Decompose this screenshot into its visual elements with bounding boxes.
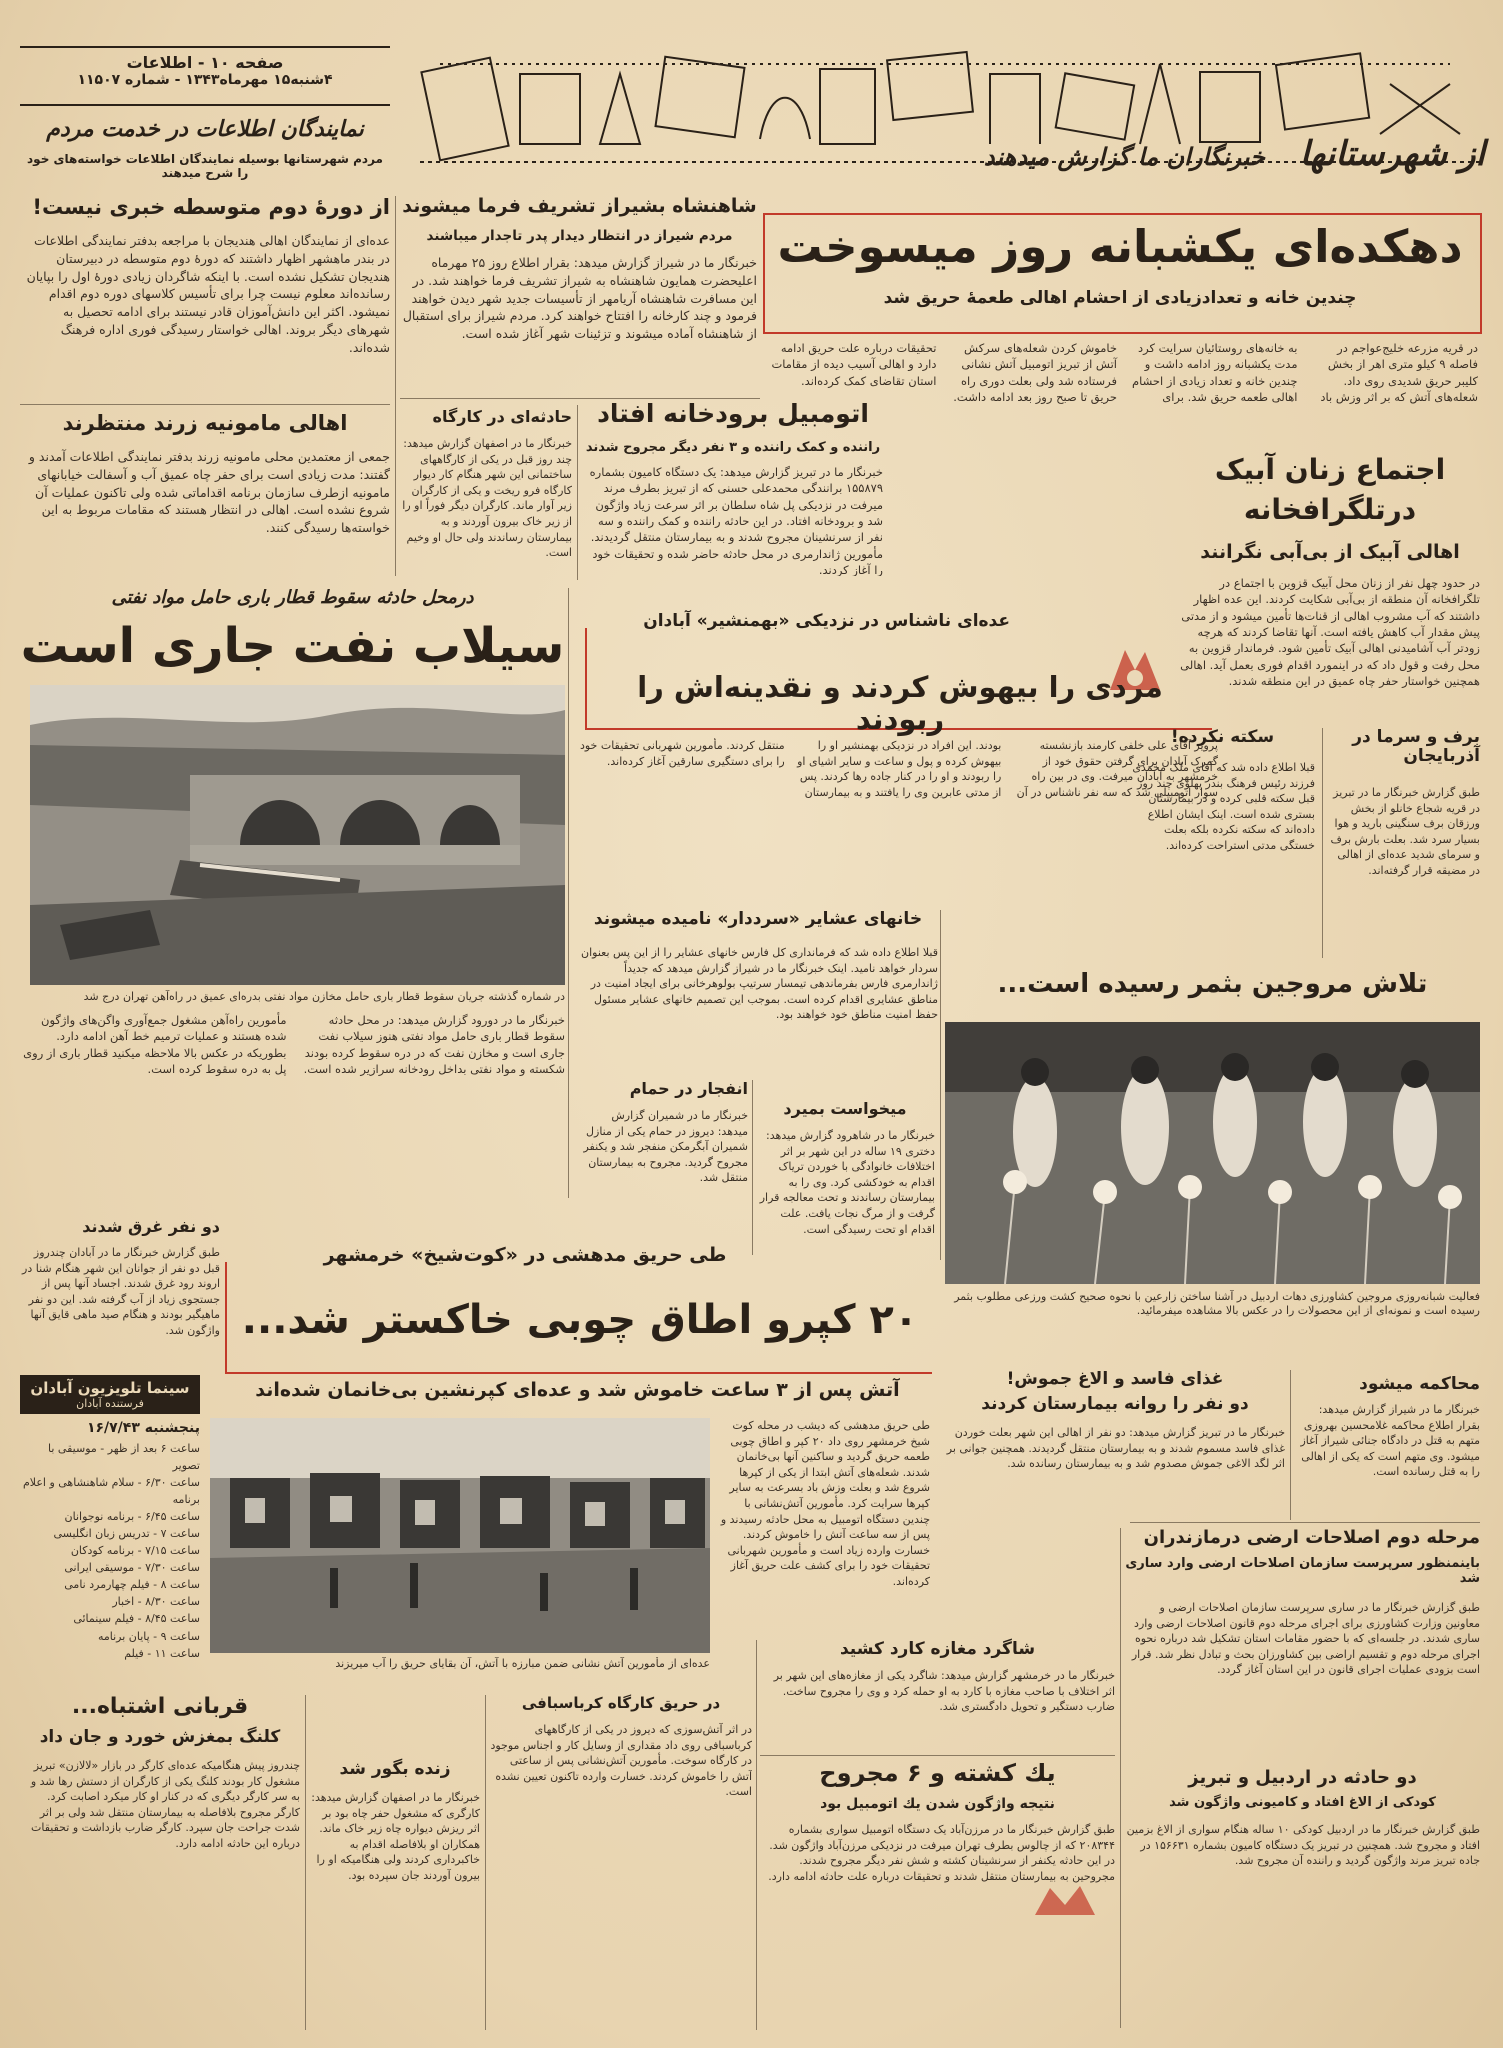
explosion-headline: انفجار در حمام [629,1079,748,1098]
cinema-title: سینما تلویزیون آبادان [30,1379,190,1397]
land-reform-subtitle: باینمنظور سرپرست سازمان اصلاحات ارضی وارد ساری شد [1125,1556,1480,1586]
oil-flood-kicker: درمحل حادثه سقوط قطار باری حامل مواد نفتی [111,587,474,608]
village-fire-body: در قریه مزرعه خلیج‌عواجم در فاصله ۹ کیلو متری اهر از بخش کلیبر حریق شدیدی روی داد. شعله‌های آتش که بر اثر وزش باد به خانه‌های روستائیان سرایت کرد مدت یکشبانه روز ادامه داشت و چندین خانه و تعداد زیادی از احشام اهالی طعمه حریق شد. برای خاموش کردن شعله‌های سرکش آتش از تبریز اتومبیل آتش نشانی فرستاده شد ولی بعلت دوری راه حریق تا صبح روز بعد ادامه داشت. تحقیقات درباره علت حریق ادامه دارد و اهالی آسیب دیده از مقامات استان تقاضای کمک کرده‌اند. [771,341,1478,404]
schedule-row: ساعت ۱۱ - فیلم [124,1646,200,1660]
car-accident-headline: اتومبیل برودخانه افتاد [597,399,869,428]
schedule-row: ساعت ۷/۳۰ - موسیقی ایرانی [64,1561,200,1575]
column-rule [568,588,569,1198]
apprentice-headline: شاگرد مغازه کارد کشید [839,1639,1036,1659]
car-accident-body: خبرنگار ما در تبریز گزارش میدهد: یک دستگاه کامیون بشماره ۱۵۵۸۷۹ برانندگی محمدعلی حسنی که از تبریز بطرف مرند میرفت در نزدیکی پل شاه سلطان بر اثر سرعت زیاد واژگون شد و برودخانه افتاد. در این حادثه راننده و کمک راننده و سه نفر از سرنشینان مجروح شدند و به بیمارستان منتقل گردیدند. مأمورین ژاندارمری در محل حادثه حاضر شده و تحقیقات خود را آغاز کردند. [589,465,883,576]
two-accidents-subtitle: کودکی از الاغ افتاد و کامیونی واژگون شد [1169,1795,1436,1810]
farmers-image [945,1022,1480,1284]
abadan-body: پرویز آقای علی خلفی کارمند بازنشسته گمرک آبادان برای گرفتن حقوق خود از خرمشهر به آبادان میرفت. وی در بین راه سوار اتومبیلی شد که سه نفر ناشناس در آن بودند. این افراد در نزدیکی بهمنشیر او را بیهوش کرده و پول و ساعت و سایر اشیای او را ربودند و او را در کنار جاده رها کردند. پس از مدتی عابرین وی را یافتند و به بیمارستان منتقل کردند. مأمورین شهربانی تحقیقات خود را برای دستگیری سارقین آغاز کرده‌اند. [579,739,1218,799]
train-derailment-image [30,685,565,985]
stroke-headline: سکته نکرده! [1170,727,1275,747]
wrong-victim-subtitle: کلنگ بمغزش خورد و جان داد [39,1727,281,1747]
abyek-headline-1: اجتماع زنان آبیک [1214,453,1446,486]
cinema-sub: فرستنده آبادان [76,1397,144,1410]
cinema-logo [20,1375,200,1414]
farmers-photo [945,1022,1480,1284]
abadan-kicker: عده‌ای ناشناس در نزدیکی «بهمنشیر» آبادان [643,611,1010,631]
kapr-kicker: طی حریق مدهشی در «کوت‌شیخ» خرمشهر [323,1244,727,1266]
divider [20,404,390,405]
page-header-box [20,46,390,106]
marzanabad-logo-icon [1030,1880,1100,1920]
apprentice-body: خبرنگار ما در خرمشهر گزارش میدهد: شاگرد یکی از مغازه‌های این شهر بر اثر اختلاف با صاحب مغازه با کارد به او حمله کرد و وی را مجروح ساخت. ضارب دستگیر و تحویل دادگستری شد. [773,1669,1115,1714]
page-label: صفحه ۱۰ - اطلاعات [126,53,284,72]
wrong-victim-body: چندروز پیش هنگامیکه عده‌ای کارگر در بازار «لالازن» تبریز مشغول کار بودند کلنگ یکی از کارگران از دستش رها شد و به سر کارگر دیگری که در کنار او کار میکرد اصابت کرد. کارگر مجروح بلافاصله به بیمارستان منتقل شد ولی بر اثر شدت جراحت جان سپرد. کارگر ضارب بازداشت و تحقیقات درباره این حادثه ادامه دارد. [30,1759,300,1851]
column-rule [752,1080,753,1255]
kapr-headline: ۲۰ کپرو اطاق چوبی خاکستر شد... [241,1297,919,1343]
efforts-headline: تلاش مروجین بثمر رسیده است... [997,969,1428,999]
divider [760,1755,1115,1756]
car-accident-subtitle: راننده و کمک راننده و ۳ نفر دیگر مجروح شدند [585,440,881,455]
trial-headline: محاکمه میشود [1359,1374,1480,1394]
schedule-row: ساعت ۶/۳۰ - سلام شاهنشاهی و اعلام برنامه [22,1476,200,1507]
shah-headline: شاهنشاه بشیراز تشریف فرما میشوند [402,195,757,217]
stroke-body: قبلا اطلاع داده شد که آقای ملک محمدی فرزند رئیس فرهنگ بندر پهلوی چند روز قبل سکته قلبی کرده و در بیمارستان بستری شده است. اینک ایشان اطلاع داده‌اند که سکته نکرده بلکه بعلت خستگی مدتی استراحت کرده‌اند. [1132,761,1315,853]
column-rule [1290,1370,1291,1520]
explosion-body: خبرنگار ما در شمیران گزارش میدهد: دیروز در حمام یکی از منازل شمیران آبگرمکن منفجر شد و یکنفر مجروح گردید. مجروح به بیمارستان منتقل شد. [583,1109,748,1185]
tribes-body: قبلا اطلاع داده شد که فرمانداری کل فارس خانهای عشایر را از این پس بعنوان سردار خواهد نامید. اینک خبرنگار ما در شیراز گزارش میدهد که جدیداً ژاندارمری فارس بفرماندهی تیمسار سرتیپ بولوهرخانی برای ایجاد امنیت در مناطق عشایری اقدام کرده است. بموجب این تصمیم خانهای عشایر مسئول حفظ امنیت مناطق خود خواهند بود. [581,946,938,1022]
trial-body: خبرنگار ما در شیراز گزارش میدهد: بقرار اطلاع محاکمه غلامحسین بهروزی متهم به قتل در دادگاه جنائی شیراز آغاز میشود. وی متهم است که یکی از اهالی را به قتل رسانده است. [1300,1403,1480,1479]
cinema-day: پنجشنبه ۱۶/۷/۴۳ [86,1420,200,1436]
wanted-die-headline: میخواست بمیرد [783,1099,907,1118]
reps-title: نمایندگان اطلاعات در خدمت مردم [46,117,364,142]
one-killed-body: طبق گزارش خبرنگار ما در مرزن‌آباد یک دستگاه اتومبیل سواری بشماره ۲۰۸۳۴۴ که از چالوس بطرف تهران میرفت در نزدیکی مرزن‌آباد واژگون شد. در این حادثه یکنفر از سرنشینان کشته و شش نفر دیگر مجروح شدند. مجروحین به بیمارستان منتقل شدند و تحقیقات درباره علت حادثه ادامه دارد. [768,1823,1115,1883]
kapr-fire-image [210,1418,710,1653]
abyek-subtitle: اهالی آبیک از بی‌آبی نگرانند [1200,541,1460,563]
schedule-row: ساعت ۶/۴۵ - برنامه نوجوانان [64,1510,200,1524]
shah-subtitle: مردم شیراز در انتظار دیدار پدر تاجدار میباشند [426,228,733,244]
burned-headline: زنده بگور شد [339,1759,451,1779]
schedule-row: ساعت ۹ - پایان برنامه [97,1629,200,1643]
snow-headline: برف و سرما در آذربایجان [1352,727,1480,766]
fire-column-headline: در حریق کارگاه کرباسبافی [521,1694,721,1712]
snow-body: طبق گزارش خبرنگار ما در تبریز در قریه شجاع خانلو از بخش ورزقان برف سنگینی بارید و هوا بسیار سرد شد. بعلت بارش برف و سرمای شدید عده‌ای از اهالی در مضیقه قرار گرفته‌اند. [1330,786,1480,878]
column-rule [485,1695,486,2030]
drowned-headline: دو نفر غرق شدند [82,1217,220,1236]
oil-flood-body: خبرنگار ما در دورود گزارش میدهد: در محل حادثه سقوط قطار باری حامل مواد نفتی هنوز سیلاب نفت جاری است و مخازن نفت که در دره سقوط کرده بودند شکسته و مواد نفتی بداخل رودخانه سرازیر شده است. مأمورین راه‌آهن مشغول جمع‌آوری واگن‌های واژگون شده هستند و عملیات ترمیم خط آهن ادامه دارد. بطوریکه در عکس بالا ملاحظه میکنید قطار باری از روی پل به دره سقوط کرده است. [23,1013,565,1076]
schedule-row: ساعت ۷/۱۵ - برنامه کودکان [70,1544,200,1558]
karegah-headline: حادثه‌ای در کارگاه [432,407,572,426]
section-title: از شهرستانها [1299,134,1485,174]
drowned-body: طبق گزارش خبرنگار ما در آبادان چندروز قبل دو نفر از جوانان این شهر هنگام شنا در اروند رود غرق شدند. اجساد آنها پس از جستجوی زیاد از آب گرفته شد. این دو نفر ماهیگیر بودند و هنگام صید ماهی قایق آنها واژگون شد. [22,1246,220,1338]
schedule-row: ساعت ۷ - تدریس زبان انگلیسی [53,1527,200,1541]
shah-body: خبرنگار ما در شیراز گزارش میدهد: بقرار اطلاع روز ۲۵ مهرماه اعلیحضرت همایون شاهنشاه به شیراز تشریف فرما خواهند شد. در این مسافرت شاهنشاه آریامهر از تأسیسات جدید شهر دیدن خواهند فرمود و چند کارخانه را افتتاح خواهند کرد. مردم شیراز برای استقبال از شاهنشاه آماده میشوند و تزئینات شهر آغاز شده است. [402,255,757,341]
fire-column-body: در اثر آتش‌سوزی که دیروز در یکی از کارگاههای کرباسبافی روی داد مقداری از وسایل کار و اجناس موجود در کارگاه سوخت. مأمورین آتش‌نشانی پس از ساعتی آتش را خاموش کردند. خسارت وارده تاکنون تعیین نشده است. [490,1723,752,1799]
abadan-headline: مردی را بیهوش کردند و نقدینه‌اش را ربودند [637,670,1163,736]
cinema-schedule [20,1440,200,1662]
wanted-die-body: خبرنگار ما در شاهرود گزارش میدهد: دختری ۱۹ ساله در این شهر بر اثر اختلافات خانوادگی با خوردن تریاک اقدام به خودکشی کرد. وی را به بیمارستان رساندند و تحت معالجه قرار گرفت و از مرگ نجات یافت. علت اقدام او تحت رسیدگی است. [759,1129,935,1236]
column-rule [1322,728,1323,958]
kapr-caption: عده‌ای از مأمورین آتش نشانی ضمن مبارزه با آتش، آن بقایای حریق را آب میریزند [335,1657,710,1670]
column-rule [940,910,941,1260]
mamounieh-body: جمعی از معتمدین محلی مامونیه زرند بدفتر نمایندگی اطلاعات آمدند و گفتند: مدت زیادی است برای حفر چاه عمیق آب و آسفالت خیابانهای مامونیه ازطرف سازمان برنامه اقداماتی شده ولی تاکنون عملیات آن شروع نشده است. اهالی در انتظار هستند که مقامات مربوط به این خواسته‌ها رسیدگی کنند. [28,449,390,535]
land-reform-headline: مرحله دوم اصلاحات ارضی درمازندران [1143,1527,1480,1548]
bad-food-subtitle: دو نفر را روانه بیمارستان کردند [981,1394,1249,1414]
column-rule [1120,1528,1121,2028]
schools-headline: از دورهٔ دوم متوسطه خبری نیست! [32,195,390,219]
schedule-row: ساعت ۸/۴۵ - فیلم سینمائی [73,1612,200,1626]
train-derailment-photo [30,685,565,985]
schedule-row: ساعت ۶ بعد از ظهر - موسیقی با تصویر [48,1442,200,1473]
schedule-row: ساعت ۸ - فیلم چهارمرد نامی [64,1578,200,1592]
oil-flood-headline: سیلاب نفت جاری است [20,618,565,674]
column-rule [577,405,578,580]
efforts-caption: فعالیت شبانه‌روزی مروجین کشاورزی دهات اردبیل در آشنا ساختن زارعین با نحوه صحیح کشت ورزعی مطلوب بثمر رسیده است و نمونه‌ای از این محصولات را در عکس بالا مشاهده میفرمائید. [954,1290,1480,1318]
one-killed-subtitle: نتیجه واژگون شدن یك اتومبیل بود [820,1796,1055,1812]
section-masthead [400,44,1495,184]
divider [1130,1522,1480,1523]
karegah-body: خبرنگار ما در اصفهان گزارش میدهد: چند روز قبل در یکی از کارگاههای ساختمانی این شهر هنگام کار دیوار کارگاه فرو ریخت و یکی از کارگران زیر آوار ماند. کارگران دیگر فوراً او را از زیر خاک بیرون آوردند و به بیمارستان رساندند ولی حال او وخیم است. [402,437,572,560]
village-fire-headline: دهکده‌ای یکشبانه روز میسوخت [777,220,1463,273]
abyek-body: در حدود چهل نفر از زنان محل آبیک قزوین با اجتماع در تلگرافخانه آن منطقه از بی‌آبی شکایت کردند. این عده اظهار داشتند که آب مشروب اهالی از قنات‌ها تأمین میشود و از مدتی پیش مقدار آب کاهش یافته است. آنها تقاضا کردند که هرچه زودتر آب آشامیدنی اهالی آبیک تأمین شود. فرماندار قزوین به محل رفت و قول داد که در اینمورد اقدام فوری بعمل آید. اهالی همچنین خواستار حفر چاه عمیق در این منطقه شدند. [1180,576,1480,688]
section-subtitle: خبرنگاران ما گزارش میدهند [983,143,1265,171]
burned-body: خبرنگار ما در اصفهان گزارش میدهد: کارگری که مشغول حفر چاه بود بر اثر ریزش دیواره چاه زیر خاک ماند. همکاران او بلافاصله اقدام به خاکبرداری کردند ولی هنگامیکه او را بیرون آوردند جان سپرده بود. [311,1791,480,1883]
oil-flood-caption: در شماره گذشته جریان سقوط قطار باری حامل مخازن مواد نفتی بدره‌ای عمیق در راه‌آهن تهران درج شد [83,990,565,1003]
bad-food-body: خبرنگار ما در تبریز گزارش میدهد: دو نفر از اهالی این شهر بعلت خوردن غذای فاسد مسموم شدند و به بیمارستان منتقل گردیدند. همچنین جوانی بر اثر لگد الاغی جموش مصدوم شد و به بیمارستان رسانده شد. [946,1426,1285,1471]
tribes-headline: خانهای عشایر «سرددار» نامیده میشوند [593,909,923,929]
kapr-fire-photo [210,1418,710,1653]
column-rule [305,1695,306,2030]
kapr-body: طی حریق مدهشی که دیشب در محله کوت شیخ خرمشهر روی داد ۲۰ کپر و اطاق چوبی طعمه حریق گردید و ساکنین آنها بی‌خانمان شدند. شعله‌های آتش ابتدا از یکی از کپرها شروع شد و بعلت وزش باد بسرعت به سایر کپرها سرایت کرد. مأمورین آتش‌نشانی با چندین دستگاه اتومبیل به محل حادثه رسیدند و پس از سه ساعت آتش را خاموش کردند. خسارت وارده زیاد است و مأمورین شهربانی تحقیقات خود را برای کشف علت حریق آغاز کرده‌اند. [720,1419,930,1589]
abyek-headline-2: درتلگرافخانه [1243,493,1417,526]
reps-sub: مردم شهرستانها بوسیله نمایندگان اطلاعات خواسته‌های خود را شرح میدهند [27,152,383,180]
village-fire-subtitle: چندین خانه و تعدادزیادی از احشام اهالی طعمهٔ حریق شد [883,288,1357,308]
land-reform-body: طبق گزارش خبرنگار ما در ساری سرپرست سازمان اصلاحات ارضی و معاونین وزارت کشاورزی برای اجرای مرحله دوم قانون اصلاحات ارضی وارد ساری شدند. در جلسه‌ای که با حضور مقامات استان تشکیل شد درباره نحوه اجرای مرحله دوم و تقسیم اراضی بین کشاورزان بحث و تبادل نظر شد. قرار است بزودی عملیات اجرای قانون در این استان آغاز گردد. [1131,1601,1480,1677]
two-accidents-headline: دو حادثه در اردبیل و تبریز [1188,1767,1417,1788]
column-rule [395,196,396,576]
schedule-row: ساعت ۸/۳۰ - اخبار [112,1595,200,1609]
one-killed-headline: یك کشته و ۶ مجروح [819,1759,1056,1787]
bad-food-headline: غذای فاسد و الاغ جموش! [1006,1369,1224,1389]
two-accidents-body: طبق گزارش خبرنگار ما در اردبیل کودکی ۱۰ ساله هنگام سواری از الاغ بزمین افتاد و مجروح شد. همچنین در تبریز یک دستگاه کامیون بشماره ۱۵۶۶۳۱ در جاده تبریز مرند واژگون گردید و راننده آن مجروح شد. [1126,1823,1480,1868]
schools-body: عده‌ای از نمایندگان اهالی هندیجان با مراجعه بدفتر نمایندگی اطلاعات در بندر ماهشهر اظهار داشتند که دورهٔ دوم متوسطه در دبیرستان هندیجان تشکیل نشده است. با اینکه شاگردان زیادی دورهٔ اول را بپایان رسانده‌اند معلوم نیست چرا برای تأسیس کلاسهای دوره دوم اقدام نمیشود. اکثر این دانش‌آموزان قادر نیستند برای ادامه تحصیل به شهرهای دیگر بروند. اهالی خواستار رسیدگی فوری اداره فرهنگ شده‌اند. [26,233,390,355]
cinema-box [20,1375,200,1695]
column-rule [756,1640,757,2030]
kapr-subtitle: آتش پس از ۳ ساعت خاموش شد و عده‌ای کپرنشین بی‌خانمان شده‌اند [255,1379,900,1401]
mamounieh-headline: اهالی مامونیه زرند منتظرند [62,411,348,435]
date-line: ۴شنبه۱۵ مهرماه۱۳۴۳ - شماره ۱۱۵۰۷ [77,72,333,88]
wrong-victim-headline: قربانی اشتباه... [71,1694,249,1719]
